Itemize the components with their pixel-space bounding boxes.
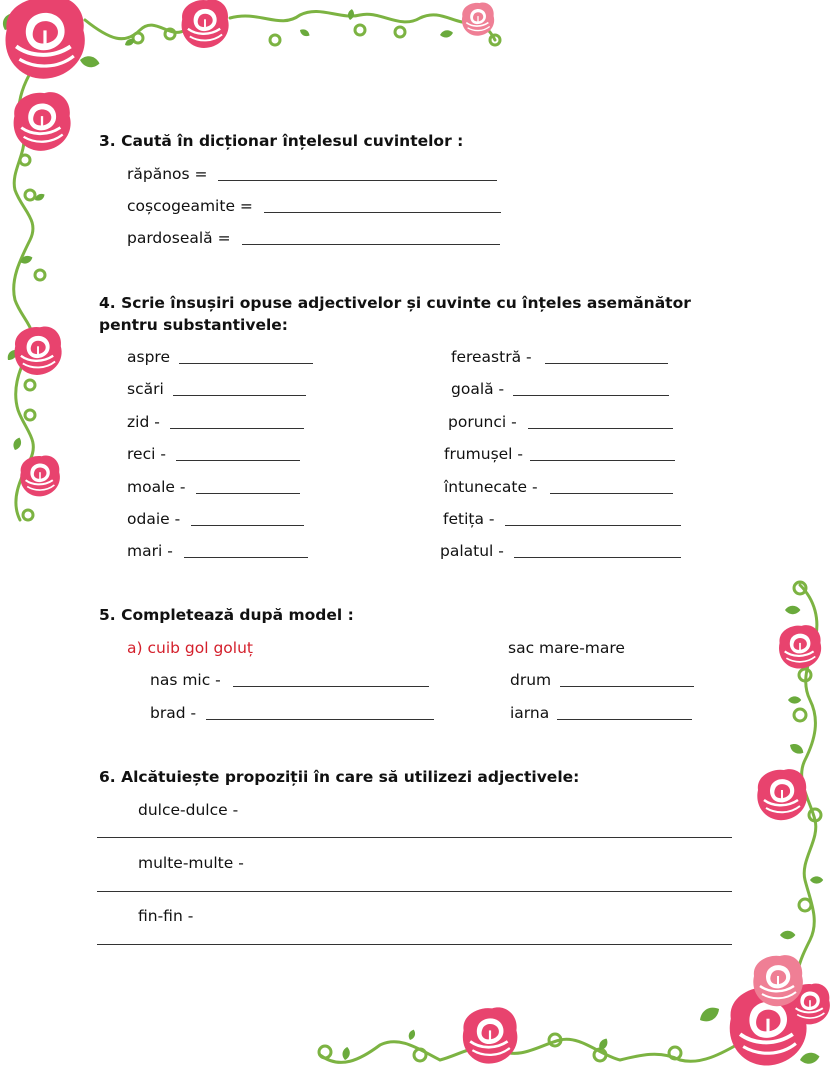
exercise-6-word: dulce-dulce - [138,801,239,819]
exercise-5-left-word: nas mic - [150,671,221,689]
answer-line[interactable] [514,557,681,558]
exercise-4-left-word: scări [127,380,164,398]
answer-line[interactable] [560,686,694,687]
exercise-5-example-right: sac mare-mare [508,639,625,657]
exercise-4-right-word: fereastră - [451,348,532,366]
exercise-5-example-left: a) cuib gol goluț [127,639,253,657]
rose-icon [753,955,803,1006]
exercise-3-title: 3. Caută în dicționar înțelesul cuvintelor : [99,132,464,150]
rose-icon [463,1007,518,1063]
answer-line[interactable] [196,493,300,494]
exercise-4-left-word: aspre [127,348,170,366]
exercise-4-left-word: odaie - [127,510,181,528]
exercise-6-word: multe-multe - [138,854,244,872]
exercise-5-right-word: drum [510,671,552,689]
answer-line[interactable] [184,557,308,558]
exercise-4-right-word: întunecate - [444,478,538,496]
right-vine-decoration [794,582,821,1000]
rose-icon [779,625,821,668]
answer-line[interactable] [170,428,304,429]
answer-line[interactable] [264,212,501,213]
rose-icon [757,769,807,820]
exercise-6-word: fin-fin - [138,907,194,925]
answer-line[interactable] [176,460,300,461]
sentence-line[interactable] [97,837,732,838]
exercise-5-right-word: iarna [510,704,550,722]
exercise-3-word: răpănos = [127,165,208,183]
answer-line[interactable] [513,395,669,396]
answer-line[interactable] [233,686,429,687]
exercise-4-title: 4. Scrie însușiri opuse adjectivelor și cuvinte cu înțeles asemănător [99,294,691,312]
left-vine-decoration [14,70,45,520]
rose-icon [15,326,62,375]
answer-line[interactable] [191,525,304,526]
rose-icon [14,92,71,151]
exercise-5-title: 5. Completează după model : [99,606,354,624]
sentence-line[interactable] [97,944,732,945]
answer-line[interactable] [545,363,668,364]
answer-line[interactable] [550,493,673,494]
rose-icon [182,0,229,48]
exercise-4-left-word: moale - [127,478,186,496]
exercise-5-left-word: brad - [150,704,197,722]
answer-line[interactable] [218,180,497,181]
rose-icon [790,983,830,1024]
exercise-4-left-word: reci - [127,445,166,463]
top-vine-decoration [85,11,500,45]
exercise-3-word: coșcogeamite = [127,197,253,215]
answer-line[interactable] [206,719,434,720]
exercise-4-right-word: porunci - [448,413,517,431]
rose-icon [462,3,494,36]
answer-line[interactable] [179,363,313,364]
answer-line[interactable] [173,395,306,396]
rose-icon [5,0,84,79]
sentence-line[interactable] [97,891,732,892]
exercise-4-right-word: fetița - [443,510,495,528]
answer-line[interactable] [242,244,500,245]
exercise-3-word: pardoseală = [127,229,231,247]
answer-line[interactable] [557,719,692,720]
exercise-6-title: 6. Alcătuiește propoziții în care să utilizezi adjectivele: [99,768,580,786]
answer-line[interactable] [530,460,675,461]
exercise-4-right-word: goală - [451,380,505,398]
exercise-4-right-word: frumușel - [444,445,524,463]
answer-line[interactable] [528,428,673,429]
exercise-4-title-cont: pentru substantivele: [99,316,288,334]
answer-line[interactable] [505,525,681,526]
exercise-4-right-word: palatul - [440,542,504,560]
exercise-4-left-word: mari - [127,542,173,560]
bottom-vine-decoration [319,1034,745,1062]
rose-icon [20,455,60,496]
rose-icon [730,986,807,1065]
exercise-4-left-word: zid - [127,413,160,431]
